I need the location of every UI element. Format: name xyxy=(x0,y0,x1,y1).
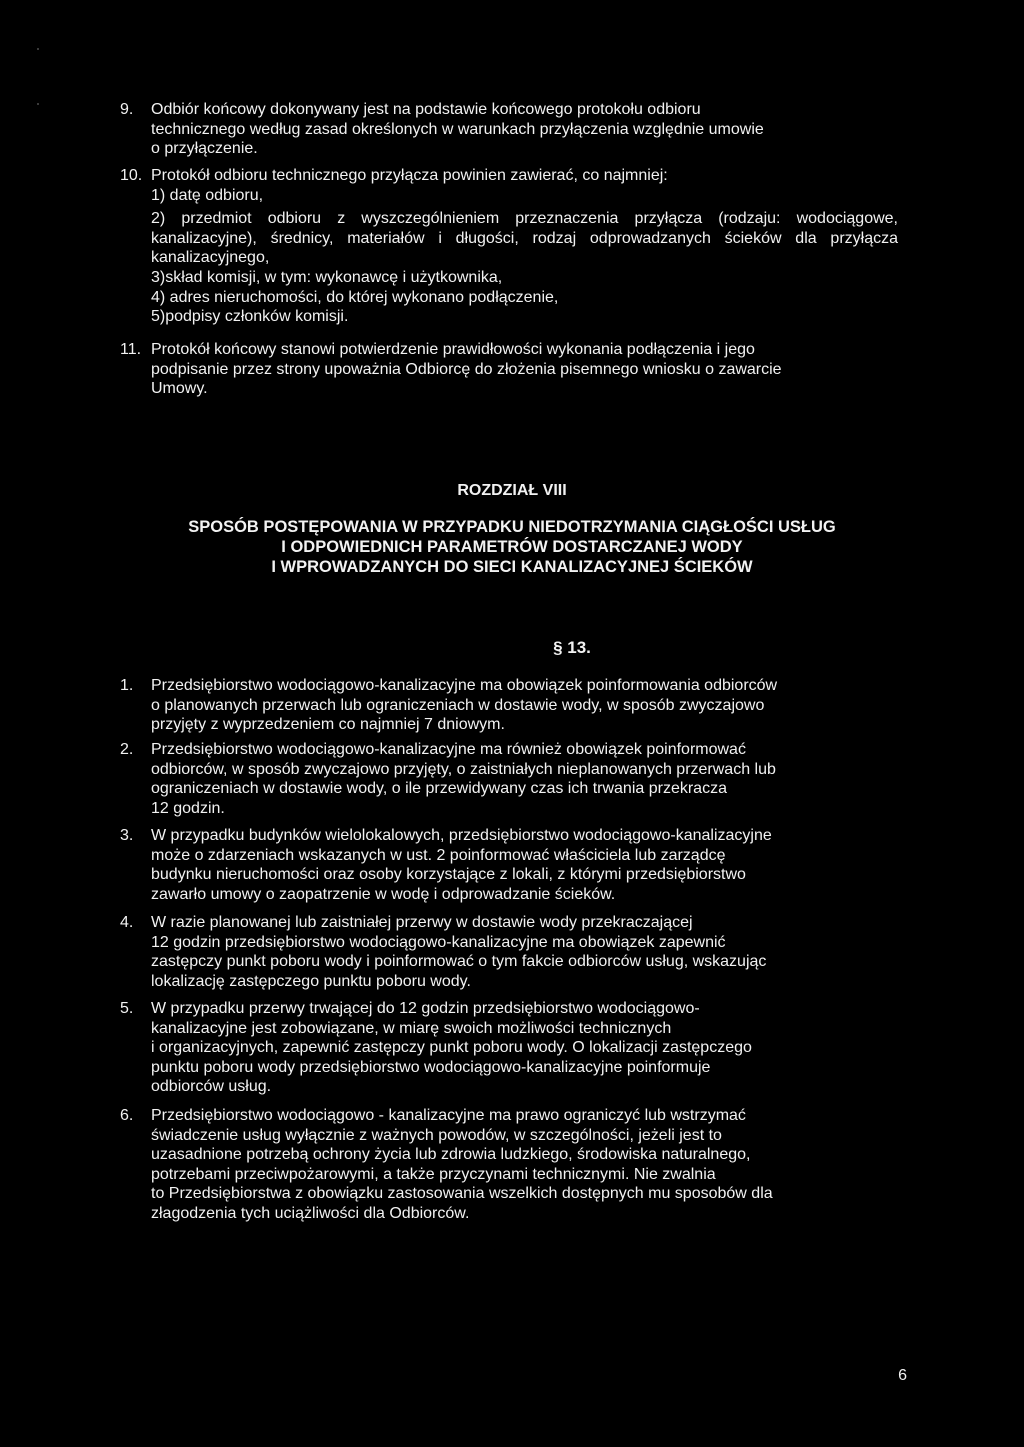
sub-item: 4) adres nieruchomości, do której wykonano podłączenie, xyxy=(151,288,559,306)
item-text xyxy=(151,1106,898,1224)
item-number: 4. xyxy=(120,914,134,931)
sub-item: 2) przedmiot odbioru z wyszczególnieniem przeznaczenia przyłącza (rodzaju: wodociągowe, kanalizacyjne), średnicy, materiałów i długości, rodzaj odprowadzanych ścieków dla przyłącza kanalizacyjnego, xyxy=(151,210,898,267)
text-line: może o zdarzeniach wskazanych w ust. 2 poinformować właściciela lub zarządcę xyxy=(151,846,726,864)
text-line: podpisanie przez strony upoważnia Odbiorcę do złożenia pisemnego wniosku o zawarcie xyxy=(151,360,782,378)
text-line: i organizacyjnych, zapewnić zastępczy punkt poboru wody. O lokalizacji zastępczego xyxy=(151,1039,752,1057)
text-line: odbiorców usług. xyxy=(151,1078,272,1096)
text-line: złagodzenia tych uciążliwości dla Odbiorców. xyxy=(151,1204,470,1222)
scan-speck xyxy=(37,48,39,50)
list-item-5 xyxy=(120,999,898,1097)
item-number: 6. xyxy=(120,1107,134,1124)
item-intro: Protokół odbioru technicznego przyłącza powinien zawierać, co najmniej: xyxy=(151,167,668,184)
text-line: odbiorców, w sposób zwyczajowo przyjęty, o zaistniałych nieplanowanych przerwach lub xyxy=(151,760,776,778)
text-line: zawarło umowy o zaopatrzenie w wodę i odprowadzanie ścieków. xyxy=(151,885,616,903)
text-line: to Przedsiębiorstwa z obowiązku zastosowania wszelkich dostępnych mu sposobów dla xyxy=(151,1185,773,1203)
item-text xyxy=(151,166,898,327)
item-text xyxy=(151,740,898,818)
text-line: technicznego według zasad określonych w warunkach przyłączenia względnie umowie xyxy=(151,120,764,138)
item-text xyxy=(151,676,898,735)
text-line: kanalizacyjne jest zobowiązane, w miarę swoich możliwości technicznych xyxy=(151,1019,672,1037)
text-line: budynku nieruchomości oraz osoby korzystające z lokali, z którymi przedsiębiorstwo xyxy=(151,866,746,884)
text-line: Odbiór końcowy dokonywany jest na podstawie końcowego protokołu odbioru xyxy=(151,101,701,118)
text-line: punktu poboru wody przedsiębiorstwo wodociągowo-kanalizacyjne poinformuje xyxy=(151,1058,711,1076)
item-text xyxy=(151,913,898,991)
item-number: 2. xyxy=(120,741,134,758)
text-line: zastępczy punkt poboru wody i poinformować o tym fakcie odbiorców usług, wskazując xyxy=(151,953,767,971)
text-line: Protokół końcowy stanowi potwierdzenie prawidłowości wykonania podłączenia i jego xyxy=(151,341,755,358)
sub-item: 5)podpisy członków komisji. xyxy=(151,308,349,326)
list-item-10 xyxy=(120,166,898,327)
list-item-6 xyxy=(120,1106,898,1224)
chapter-label: ROZDZIAŁ VIII xyxy=(457,482,567,499)
page-number: 6 xyxy=(898,1367,907,1384)
text-line: Umowy. xyxy=(151,380,208,398)
text-line: uzasadnione potrzebą ochrony życia lub zdrowia ludzkiego, środowiska naturalnego, xyxy=(151,1146,751,1164)
text-line: przyjęty z wyprzedzeniem co najmniej 7 dniowym. xyxy=(151,716,505,734)
list-item-1 xyxy=(120,676,898,735)
text-line: Przedsiębiorstwo wodociągowo-kanalizacyjne ma również obowiązek poinformować xyxy=(151,741,746,758)
list-item-4 xyxy=(120,913,898,991)
text-line: W razie planowanej lub zaistniałej przerwy w dostawie wody przekraczającej xyxy=(151,914,693,931)
paragraph-mark: § 13. xyxy=(553,638,591,657)
item-number: 3. xyxy=(120,827,134,844)
item-text xyxy=(151,340,898,399)
text-line: Przedsiębiorstwo wodociągowo - kanalizacyjne ma prawo ograniczyć lub wstrzymać xyxy=(151,1107,746,1124)
item-text xyxy=(151,999,898,1097)
chapter-title-line: I WPROWADZANYCH DO SIECI KANALIZACYJNEJ ŚCIEKÓW xyxy=(271,558,753,576)
item-number: 1. xyxy=(120,677,134,694)
text-line: lokalizację zastępczego punktu poboru wody. xyxy=(151,972,471,990)
list-item-2 xyxy=(120,740,898,818)
text-line: W przypadku budynków wielolokalowych, przedsiębiorstwo wodociągowo-kanalizacyjne xyxy=(151,827,772,844)
text-line: Przedsiębiorstwo wodociągowo-kanalizacyjne ma obowiązek poinformowania odbiorców xyxy=(151,677,778,694)
text-line: o przyłączenie. xyxy=(151,140,258,158)
chapter-title-line: I ODPOWIEDNICH PARAMETRÓW DOSTARCZANEJ WODY xyxy=(281,538,743,556)
chapter-title xyxy=(0,517,1024,577)
text-line: świadczenie usług wyłącznie z ważnych powodów, w szczególności, jeżeli jest to xyxy=(151,1126,722,1144)
text-line: ograniczeniach w dostawie wody, o ile przewidywany czas ich trwania przekracza xyxy=(151,780,727,798)
text-line: W przypadku przerwy trwającej do 12 godzin przedsiębiorstwo wodociągowo- xyxy=(151,1000,700,1017)
item-number: 5. xyxy=(120,1000,134,1017)
item-text xyxy=(151,100,898,159)
item-number: 11. xyxy=(120,341,142,358)
item-number: 10. xyxy=(120,167,143,184)
text-line: 12 godzin przedsiębiorstwo wodociągowo-kanalizacyjne ma obowiązek zapewnić xyxy=(151,933,726,951)
chapter-title-line: SPOSÓB POSTĘPOWANIA W PRZYPADKU NIEDOTRZYMANIA CIĄGŁOŚCI USŁUG xyxy=(188,518,836,536)
list-item-9 xyxy=(120,100,898,159)
text-line: potrzebami przeciwpożarowymi, a także przyczynami technicznymi. Nie zwalnia xyxy=(151,1165,716,1183)
list-item-3 xyxy=(120,826,898,904)
item-number: 9. xyxy=(120,101,134,118)
text-line: o planowanych przerwach lub ograniczeniach w dostawie wody, w sposób zwyczajowo xyxy=(151,696,765,714)
sub-item: 3)skład komisji, w tym: wykonawcę i użytkownika, xyxy=(151,268,503,286)
item-text xyxy=(151,826,898,904)
list-item-11 xyxy=(120,340,898,399)
scan-speck xyxy=(37,103,39,105)
text-line: 12 godzin. xyxy=(151,799,225,817)
sub-item: 1) datę odbioru, xyxy=(151,186,264,204)
